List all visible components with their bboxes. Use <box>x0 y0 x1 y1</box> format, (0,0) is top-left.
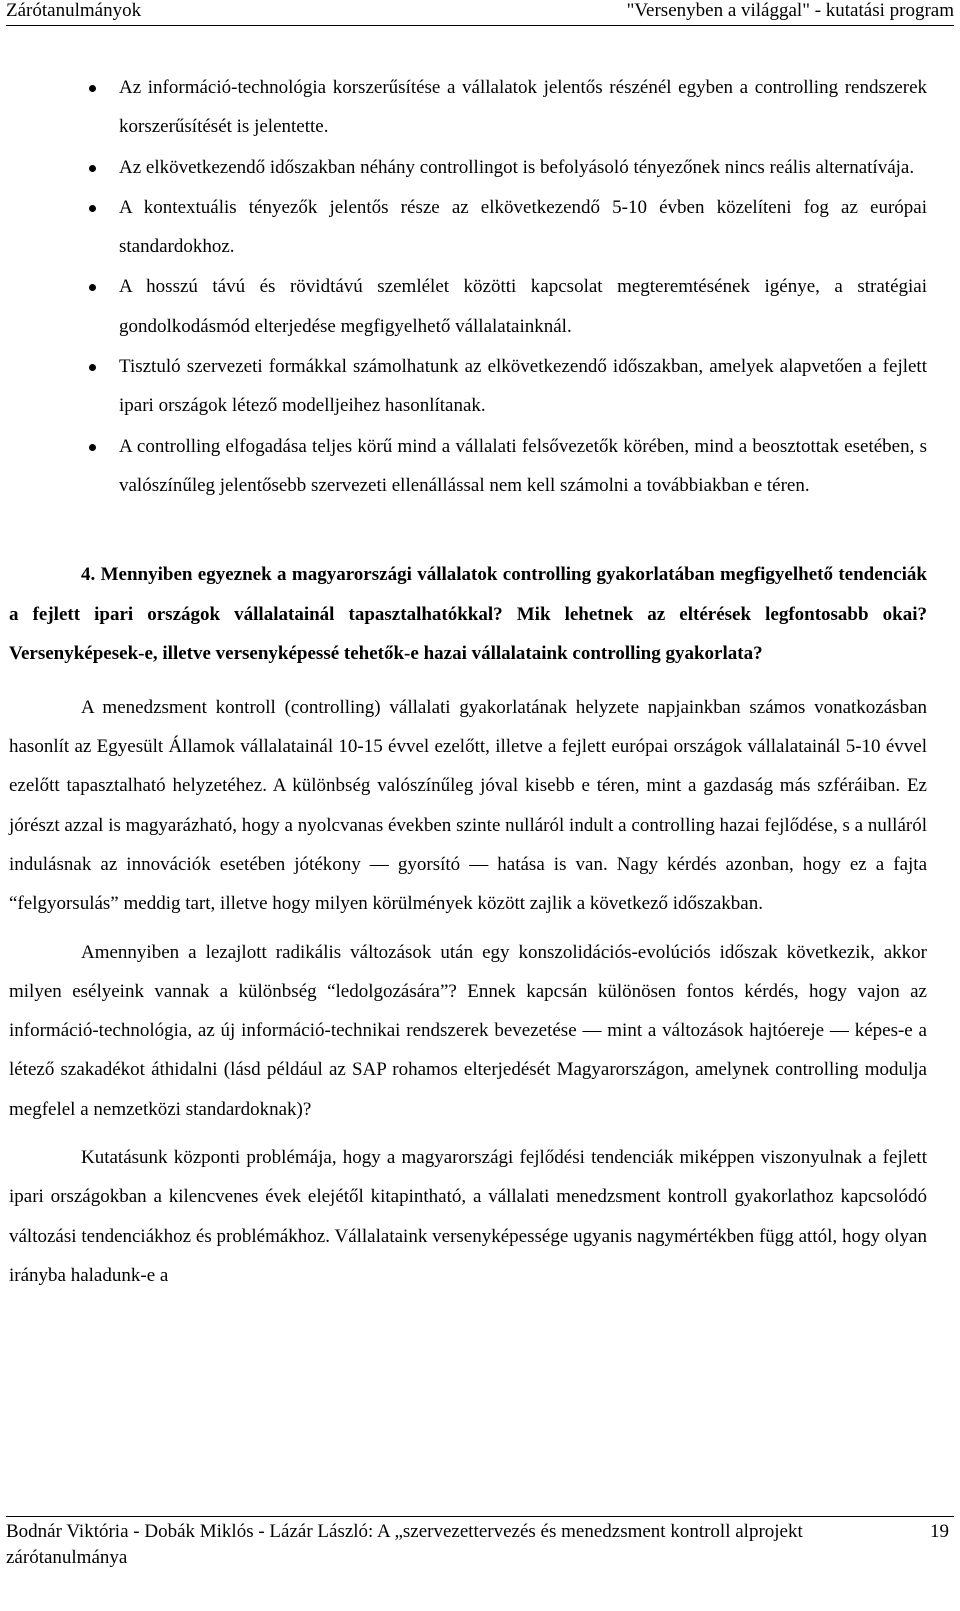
header-divider <box>6 25 954 26</box>
bullet-dot-icon <box>89 364 96 371</box>
bullet-item <box>9 68 927 147</box>
bullet-dot-icon <box>89 444 96 451</box>
header-left-title: Zárótanulmányok <box>6 0 142 21</box>
bullet-list <box>9 68 927 505</box>
bullet-item <box>9 347 927 426</box>
body-paragraph: Amennyiben a lezajlott radikális változások után egy konszolidációs-evolúciós időszak következik, akkor milyen esélyeink vannak a különbség “ledolgozására”? Ennek kapcsán különösen fontos kérdés, hogy vajon az információ-technológia, az új információ-technikai rendszerek bevezetése — mint a változások hajtóereje — képes-e a létező szakadékot áthidalni (lásd például az SAP rohamos elterjedését Magyarországon, amelynek controlling modulja megfelel a nemzetközi standardoknak)? <box>9 941 927 1120</box>
header-right-title: "Versenyben a világgal" - kutatási program <box>626 0 954 21</box>
bullet-dot-icon <box>89 85 96 92</box>
bullet-text: A hosszú távú és rövidtávú szemlélet közötti kapcsolat megteremtésének igénye, a stratégiai gondolkodásmód elterjedése megfigyelhető vállalatainknál. <box>119 276 927 337</box>
page-header <box>6 0 954 24</box>
bullet-dot-icon <box>89 284 96 291</box>
bullet-item <box>9 427 927 506</box>
bullet-item <box>9 148 927 187</box>
footer-citation: Bodnár Viktória - Dobák Miklós - Lázár László: A „szervezettervezés és menedzsment kontroll alprojekt zárótanulmánya <box>6 1521 803 1568</box>
page-number: 19 <box>930 1521 949 1542</box>
bullet-dot-icon <box>89 165 96 172</box>
section-question-heading: 4. Mennyiben egyeznek a magyarországi vállalatok controlling gyakorlatában megfigyelhető tendenciák a fejlett ipari országok vállalatainál tapasztalhatókkal? Mik lehetnek az eltérések legfontosabb okai? Versenyképesek-e, illetve versenyképessé tehetők-e hazai vállalataink controlling gyakorlata? <box>9 564 927 665</box>
page-body <box>9 68 927 1295</box>
bullet-text: A controlling elfogadása teljes körű mind a vállalati felsővezetők körében, mind a beosztottak esetében, s valószínűleg jelentősebb szervezeti ellenállással nem kell számolni a továbbiakban e téren. <box>119 435 927 496</box>
bullet-item <box>9 188 927 267</box>
body-paragraph: Kutatásunk központi problémája, hogy a magyarországi fejlődési tendenciák miképpen viszonyulnak a fejlett ipari országokban a kilencvenes évek elejétől kitapintható, a vállalati menedzsment kontroll gyakorlathoz kapcsolódó változási tendenciákhoz és problémákhoz. Vállalataink versenyképessége ugyanis nagymértékben függ attól, hogy olyan irányba haladunk-e a <box>9 1147 927 1286</box>
footer-divider <box>6 1516 954 1517</box>
bullet-text: Az elkövetkezendő időszakban néhány controllingot is befolyásoló tényezőnek nincs reális alternatívája. <box>119 156 915 178</box>
bullet-text: A kontextuális tényezők jelentős része az elkövetkezendő 5-10 évben közelíteni fog az európai standardokhoz. <box>119 196 927 258</box>
bullet-text: Tisztuló szervezeti formákkal számolhatunk az elkövetkezendő időszakban, amelyek alapvetően a fejlett ipari országok létező modelljeihez hasonlítanak. <box>119 356 927 417</box>
bullet-dot-icon <box>89 205 96 212</box>
bullet-text: Az információ-technológia korszerűsítése a vállalatok jelentős részénél egyben a controlling rendszerek korszerűsítését is jelentette. <box>119 77 927 138</box>
bullet-item <box>9 267 927 346</box>
body-paragraph: A menedzsment kontroll (controlling) vállalati gyakorlatának helyzete napjainkban számos vonatkozásban hasonlít az Egyesült Államok vállalatainál 10-15 évvel ezelőtt, illetve a fejlett európai országok vállalatainál 5-10 évvel ezelőtt tapasztalható helyzetéhez. A különbség valószínűleg jóval kisebb e téren, mint a gazdaság más szféráiban. Ez jórészt azzal is magyarázható, hogy a nyolcvanas években szinte nulláról indult a controlling hazai fejlődése, s a nulláról indulásnak az innovációk esetében jótékony — gyorsító — hatása is van. Nagy kérdés azonban, hogy ez a fajta “felgyorsulás” meddig tart, illetve hogy milyen körülmények között zajlik a következő időszakban. <box>9 696 927 915</box>
page-footer <box>6 1519 954 1571</box>
